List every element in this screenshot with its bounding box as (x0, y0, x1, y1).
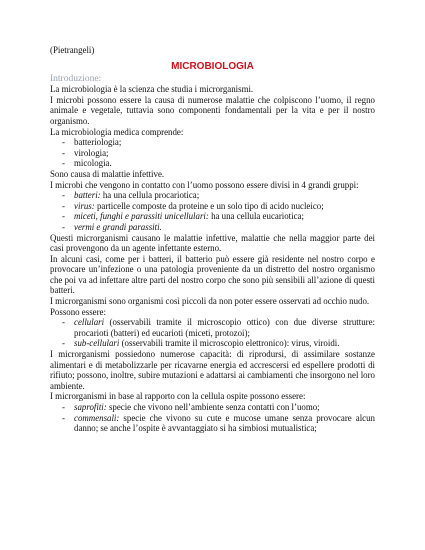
term: commensali: (74, 412, 120, 423)
dash-bullet: - (62, 412, 65, 423)
document-title: MICROBIOLOGIA (171, 60, 254, 72)
list-item: - micologia. (62, 158, 112, 169)
dash-bullet: - (62, 317, 65, 328)
paragraph: Sono causa di malattie infettive. (50, 168, 165, 179)
dash-bullet: - (62, 158, 65, 169)
term: sub-cellulari (74, 338, 120, 349)
term: virus: (74, 200, 95, 211)
paragraph: I microbi possono essere la causa di numerose malattie che colpiscono l’uomo, il regno animale e vegetale, tuttavia sono componenti fondamentali per la vita e per il nostro organismo. (50, 94, 375, 126)
list-item: - virus: particelle composte da proteine e un solo tipo di acido nucleico; (62, 200, 324, 211)
list-item: - saprofiti: specie che vivono nell’ambiente senza contatti con l’uomo; (62, 402, 320, 412)
document-body (50, 45, 375, 434)
list-item (50, 222, 375, 233)
list-item: - batteri: ha una cellula procariotica; (62, 190, 200, 201)
author-note: (Pietrangeli) (50, 45, 95, 55)
list-item: - virologia; (62, 147, 109, 158)
dash-bullet: - (62, 211, 65, 222)
relations-list (50, 402, 375, 434)
list-item: - commensali: specie che vivono su cute e mucose umane senza provocare alcun danno; se anche l’ospite è avvantaggiato si ha simbiosi mutualistica; (62, 412, 375, 434)
dash-bullet: - (62, 200, 65, 211)
section-heading: Introduzione: (50, 73, 102, 84)
term: miceti, funghi e parassiti unicellulari: (74, 211, 209, 222)
paragraph: Questi microrganismi causano le malattie infettive, malattie che nella maggior parte dei casi provengono da un agente infettante esterno. (50, 232, 375, 254)
paragraph: I microrganismi possiedono numerose capacità: di riprodursi, di assimilare sostanze alimentari e di metabolizzarle per ricavarne energia ed accrescersi ed espellere prodotti di rifiuto; possono, inoltre, subire mutazioni e adattarsi ai cambiamenti che insorgono nel loro ambiente. (50, 349, 375, 391)
dash-bullet: - (62, 190, 65, 201)
list-item: - batteriologia; (62, 137, 122, 148)
groups-list (50, 190, 375, 232)
paragraph: I microrganismi in base al rapporto con la cellula ospite possono essere: (50, 391, 306, 402)
paragraph: La microbiologia è la scienza che studia i microrganismi. (50, 84, 254, 95)
dash-bullet: - (62, 221, 65, 232)
paragraph: Possono essere: (50, 306, 106, 317)
list-item: - sub-cellulari (osservabili tramite il microscopio elettronico): virus, viroidi. (62, 338, 340, 349)
paragraph: I microrganismi sono organismi così piccoli da non poter essere osservati ad occhio nudo. (50, 296, 370, 307)
paragraph: I microbi che vengono in contatto con l’uomo possono essere divisi in 4 grandi gruppi: (50, 179, 359, 190)
dash-bullet: - (62, 137, 65, 148)
term: batteri: (74, 190, 101, 201)
branch-list (50, 137, 375, 169)
dash-bullet: - (62, 402, 65, 412)
paragraph: In alcuni casi, come per i batteri, il batterio può essere già residente nel nostro corpo e provocare un’infezione o una patologia proveniente da un distretto del nostro organismo che poi va ad infettare altre parti del nostro corpo che sono più sensibili all’azione di questi batteri. (50, 253, 375, 296)
dash-bullet: - (62, 147, 65, 158)
kinds-list (50, 317, 375, 349)
term: cellulari (74, 317, 105, 328)
dash-bullet: - (62, 338, 65, 349)
list-item: - miceti, funghi e parassiti unicellulari: ha una cellula eucariotica; (62, 211, 304, 222)
paragraph: La microbiologia medica comprende: (50, 126, 184, 137)
list-item: - cellulari (osservabili tramite il microscopio ottico) con due diverse strutture: procarioti (batteri) ed eucarioti (miceti, protozoi); (62, 317, 375, 338)
term: saprofiti: (74, 402, 107, 412)
term: vermi e grandi parassiti. (74, 221, 162, 232)
